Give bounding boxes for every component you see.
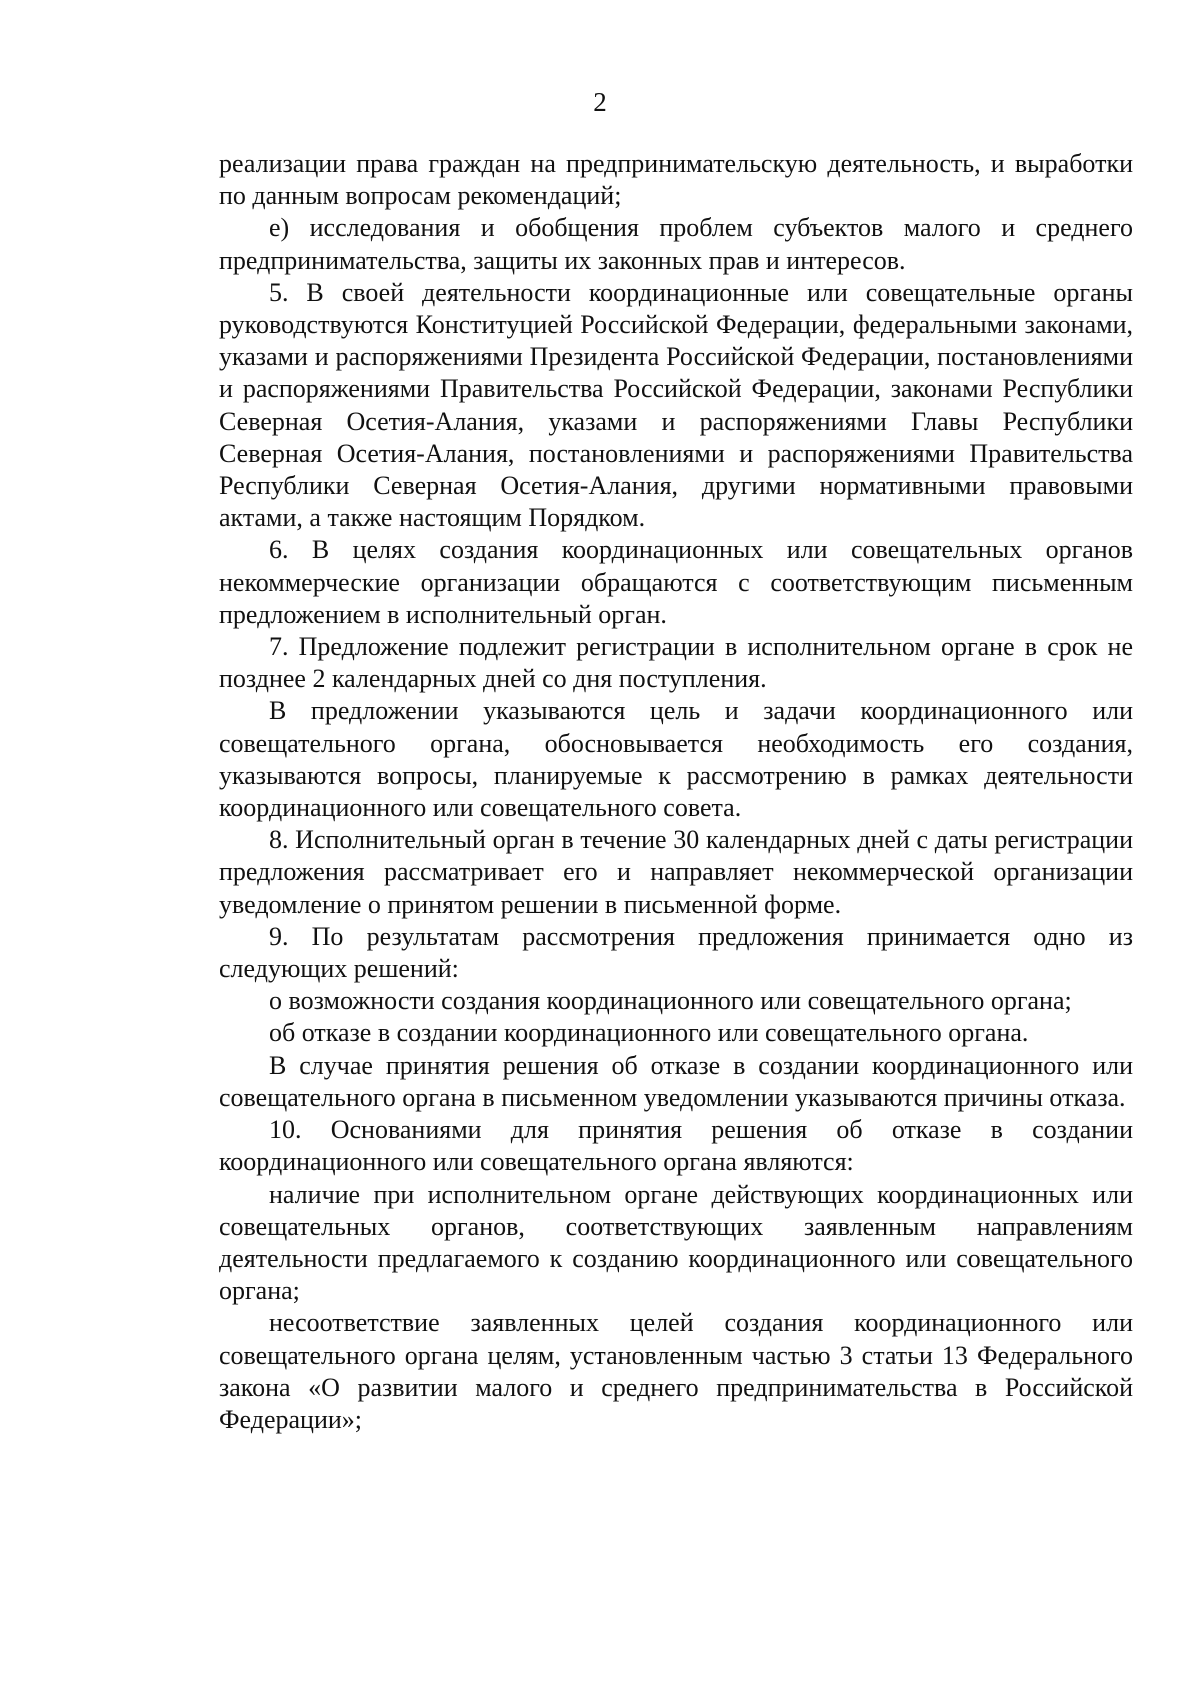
paragraph-9: 9. По результатам рассмотрения предложения принимается одно из следующих решений: xyxy=(219,921,1133,984)
paragraph-10: 10. Основаниями для принятия решения об отказе в создании координационного или совещательного органа являются: xyxy=(219,1115,1133,1177)
paragraph-9-option-approve: о возможности создания координационного или совещательного органа; xyxy=(269,986,1072,1016)
paragraph-refusal-reasons: В случае принятия решения об отказе в создании координационного или совещательного органа в письменном уведомлении указываются причины отказа. xyxy=(219,1050,1133,1112)
paragraph-10-ground-mismatch: несоответствие заявленных целей создания координационного или совещательного органа целям, установленным частью 3 статьи 13 Федерального закона «О развитии малого и среднего предпринимательства в Российской Федерации»; xyxy=(219,1308,1133,1434)
paragraph-6: 6. В целях создания координационных или совещательных органов некоммерческие организации обращаются с соответствующим письменным предложением в исполнительный орган. xyxy=(219,535,1133,629)
paragraph-5: 5. В своей деятельности координационные или совещательные органы руководствуются Конституцией Российской Федерации, федеральными законами, указами и распоряжениями Президента Российской Федерации, постановлениями и распоряжениями Правительства Российской Федерации, законами Республики Северная Осетия-Алания, указами и распоряжениями Главы Республики Северная Осетия-Алания, постановлениями и распоряжениями Правительства Республики Северная Осетия-Алания, другими нормативными правовыми актами, а также настоящим Порядком. xyxy=(219,277,1133,533)
paragraph-8: 8. Исполнительный орган в течение 30 календарных дней с даты регистрации предложения рассматривает его и направляет некоммерческой организации уведомление о принятом решении в письменной форме. xyxy=(219,825,1133,919)
paragraph-7-details: В предложении указываются цель и задачи координационного или совещательного органа, обосновывается необходимость его создания, указываются вопросы, планируемые к рассмотрению в рамках деятельности координационного или совещательного совета. xyxy=(219,696,1133,823)
paragraph-7: 7. Предложение подлежит регистрации в исполнительном органе в срок не позднее 2 календарных дней со дня поступления. xyxy=(219,632,1133,694)
paragraph-continuation: реализации права граждан на предпринимательскую деятельность, и выработки по данным вопросам рекомендаций; xyxy=(219,149,1133,211)
paragraph-9-option-refuse: об отказе в создании координационного или совещательного органа. xyxy=(269,1018,1029,1048)
document-body xyxy=(219,148,1133,1436)
paragraph-item-e: е) исследования и обобщения проблем субъектов малого и среднего предпринимательства, защиты их законных прав и интересов. xyxy=(219,213,1133,275)
page-number: 2 xyxy=(593,87,607,117)
paragraph-10-ground-existing: наличие при исполнительном органе действующих координационных или совещательных органов, соответствующих заявленным направлениям деятельности предлагаемого к созданию координационного или совещательного органа; xyxy=(219,1179,1133,1306)
